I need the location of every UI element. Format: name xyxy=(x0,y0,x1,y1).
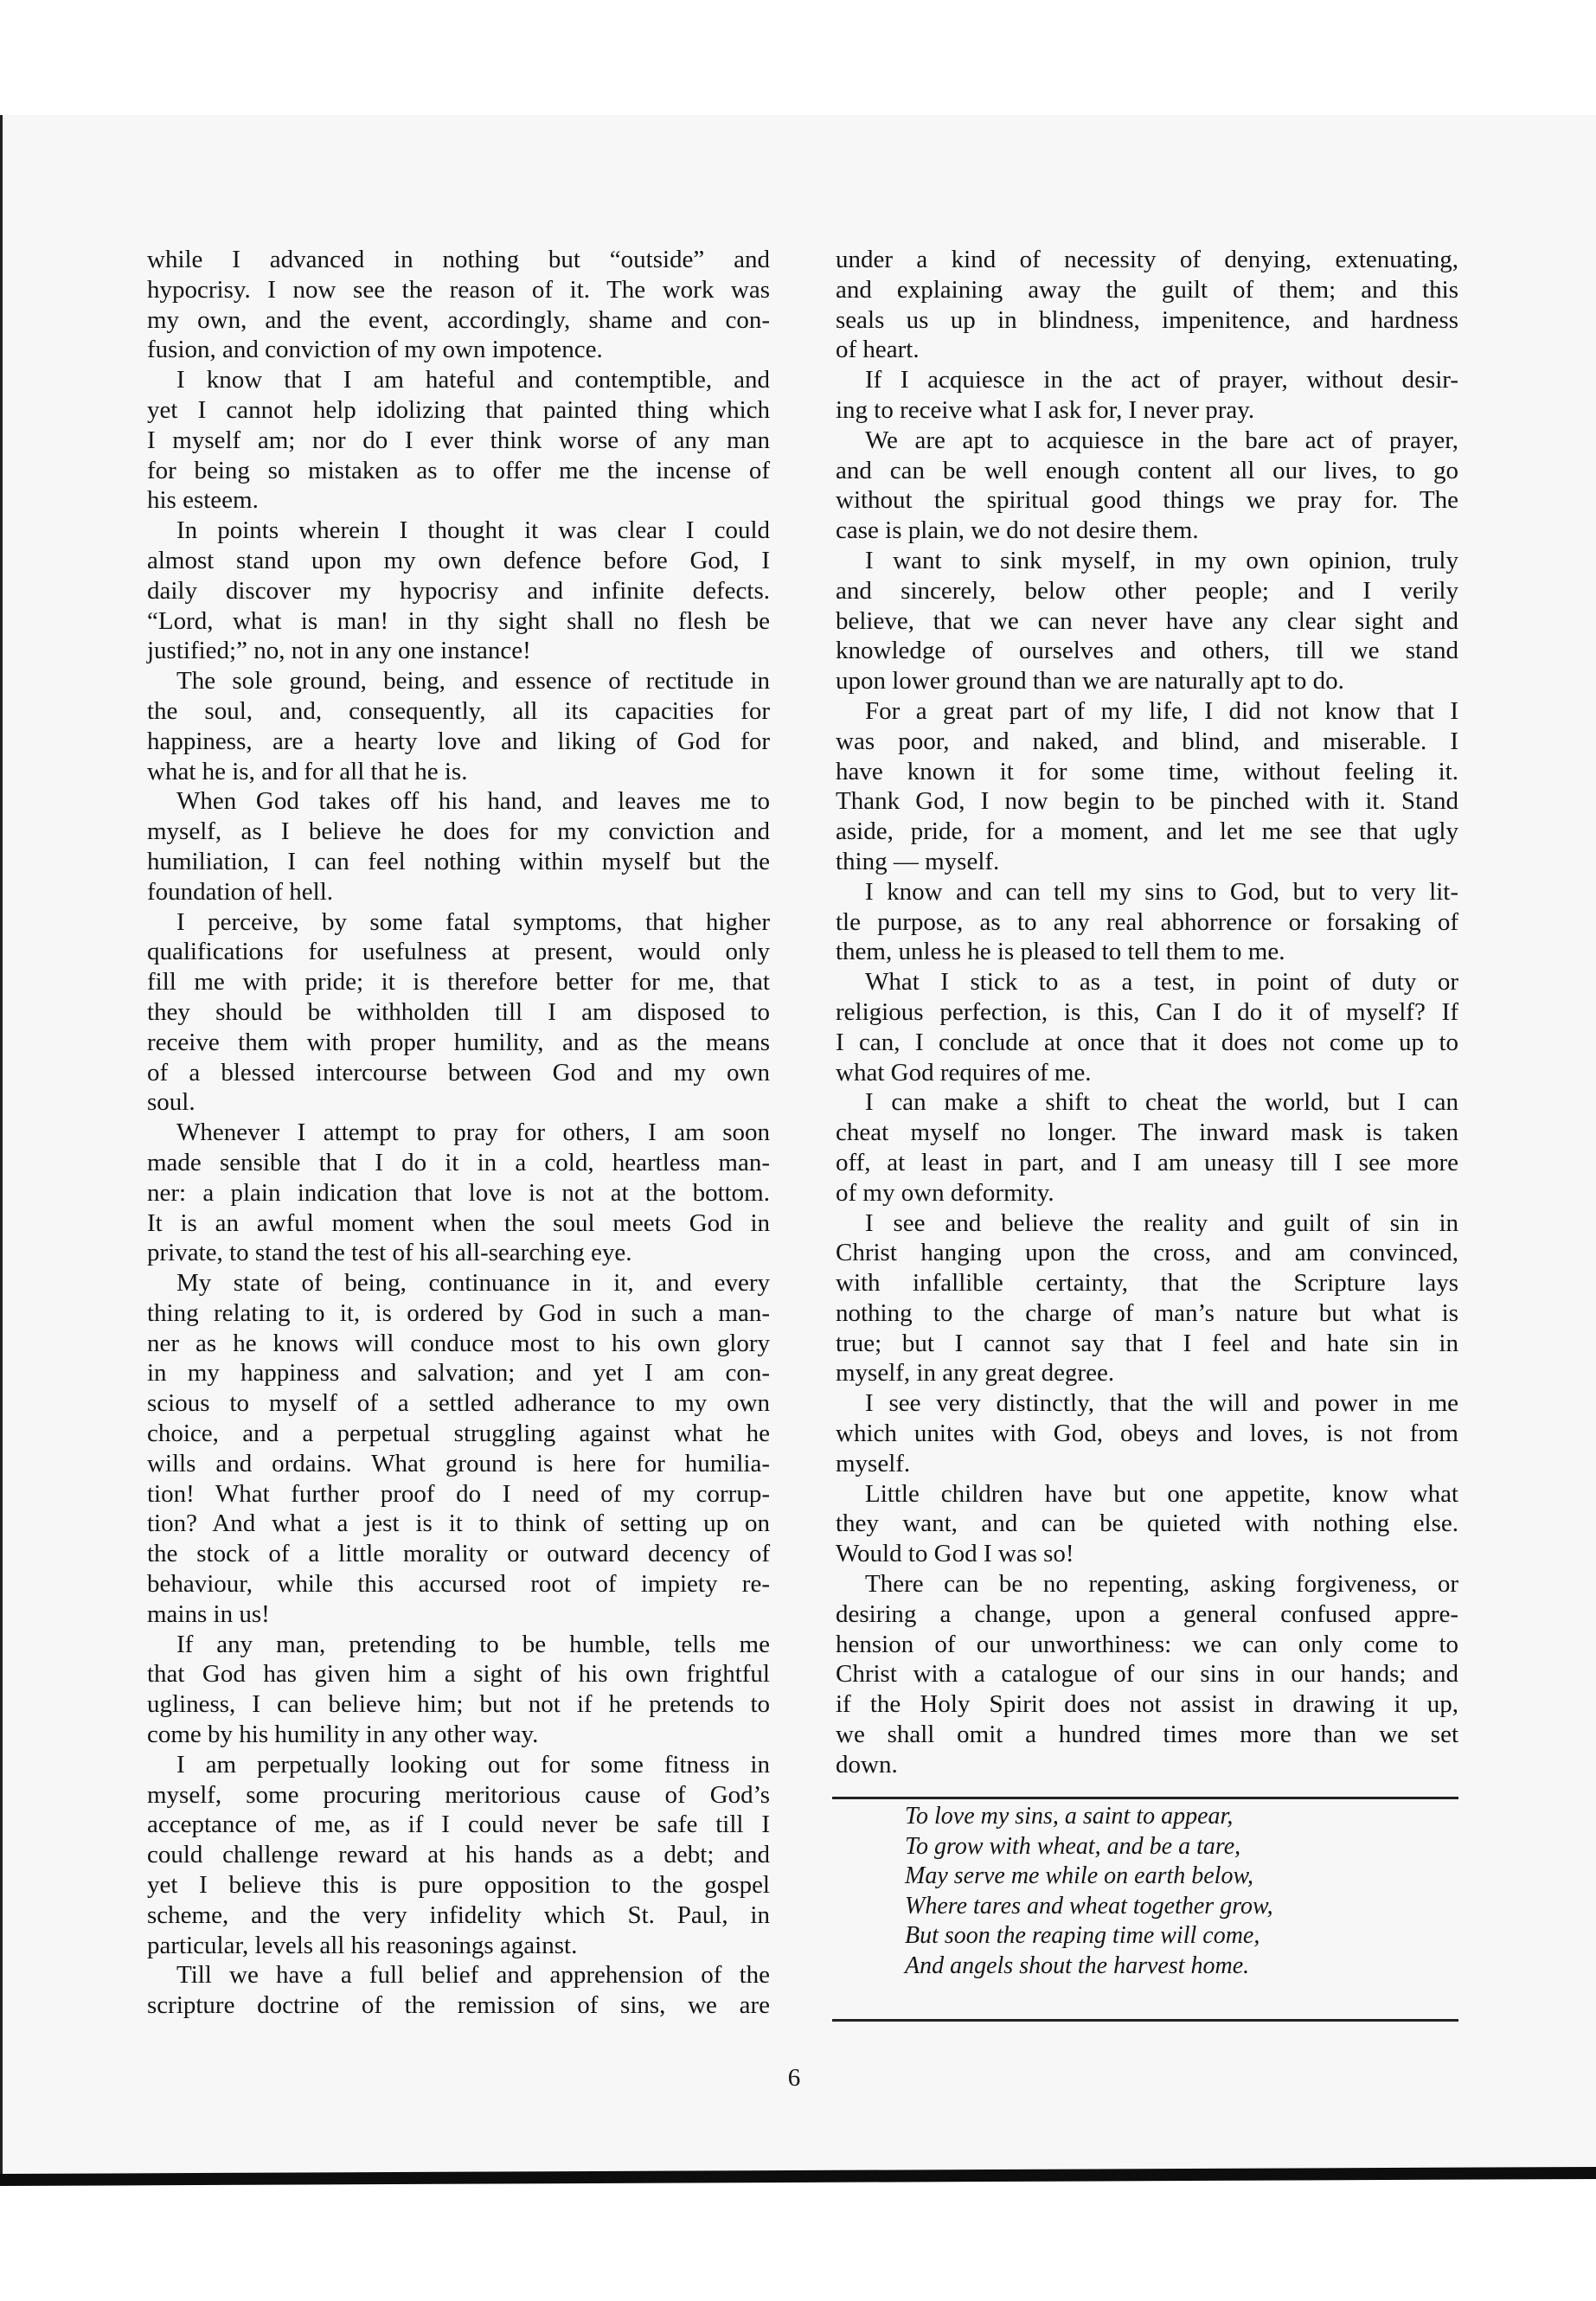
paragraph-line: It is an awful moment when the soul meets God in xyxy=(147,1208,770,1237)
paragraph-line: hypocrisy. I now see the reason of it. The work was xyxy=(147,275,770,304)
paragraph-line: happiness, are a hearty love and liking of God for xyxy=(147,727,770,755)
paragraph-line: I know that I am hateful and contemptible, and xyxy=(176,366,770,394)
paragraph-line: ner as he knows will conduce most to his own glory xyxy=(147,1329,770,1357)
paragraph-line: almost stand upon my own defence before God, I xyxy=(147,546,770,574)
paragraph-line: fill me with pride; it is therefore better for me, that xyxy=(147,968,770,997)
paragraph-line: they want, and can be quieted with nothing else. xyxy=(836,1509,1458,1538)
paragraph-line: Thank God, I now begin to be pinched with it. Stand xyxy=(836,787,1458,816)
paragraph-line: his esteem. xyxy=(147,486,259,515)
paragraph-line: thing — myself. xyxy=(836,847,1000,875)
paragraph-line: qualifications for usefulness at present, would only xyxy=(147,938,770,966)
paragraph-line: ner: a plain indication that love is not at the bottom. xyxy=(147,1178,770,1207)
paragraph-line: case is plain, we do not desire them. xyxy=(836,516,1199,545)
paragraph-line: knowledge of ourselves and others, till we stand xyxy=(836,637,1458,665)
paragraph-line: We are apt to acquiesce in the bare act of prayer, xyxy=(865,426,1458,454)
page-number: 6 xyxy=(787,2064,801,2092)
paragraph-line: myself, in any great degree. xyxy=(836,1359,1115,1388)
paragraph-line: of a blessed intercourse between God and my own xyxy=(147,1058,770,1086)
paragraph-line: down. xyxy=(836,1750,898,1779)
paragraph-line: daily discover my hypocrisy and infinite defects. xyxy=(147,576,770,605)
paragraph-line: Till we have a full belief and apprehension of the xyxy=(176,1961,770,1990)
paragraph-line: cheat myself no longer. The inward mask is taken xyxy=(836,1118,1458,1147)
paragraph-line: The sole ground, being, and essence of rectitude in xyxy=(176,667,770,695)
paragraph-line: religious perfection, is this, Can I do it of myself? If xyxy=(836,997,1458,1026)
paragraph-line: For a great part of my life, I did not know that I xyxy=(865,696,1458,725)
paragraph-line: my own, and the event, accordingly, shame and con- xyxy=(147,305,770,334)
paragraph-line: and explaining away the guilt of them; and this xyxy=(836,275,1458,304)
paragraph-line: If I acquiesce in the act of prayer, without desir- xyxy=(865,366,1458,394)
paragraph-line: true; but I cannot say that I feel and hate sin in xyxy=(836,1329,1458,1357)
paragraph-line: hension of our unworthiness: we can only come to xyxy=(836,1630,1458,1658)
paragraph-line: off, at least in part, and I am uneasy till I see more xyxy=(836,1148,1458,1176)
paragraph-line: “Lord, what is man! in thy sight shall no flesh be xyxy=(147,606,770,635)
paragraph-line: I am perpetually looking out for some fitness in xyxy=(176,1750,770,1779)
poem-line: But soon the reaping time will come, xyxy=(905,1922,1260,1950)
paragraph-line: Little children have but one appetite, know what xyxy=(865,1479,1458,1508)
paragraph-line: nothing to the charge of man’s nature but what is xyxy=(836,1298,1458,1327)
paragraph-line: fusion, and conviction of my own impotence. xyxy=(147,336,603,364)
paragraph-line: they should be withholden till I am disposed to xyxy=(147,997,770,1026)
paragraph-line: Whenever I attempt to pray for others, I am soon xyxy=(176,1118,770,1147)
paragraph-line: tion! What further proof do I need of my corrup- xyxy=(147,1479,770,1508)
paragraph-line: for being so mistaken as to offer me the incense of xyxy=(147,456,770,484)
paragraph-line: made sensible that I do it in a cold, heartless man- xyxy=(147,1148,770,1176)
paragraph-line: mains in us! xyxy=(147,1599,270,1628)
left-column xyxy=(147,245,770,2021)
paragraph-line: while I advanced in nothing but “outside” and xyxy=(147,246,770,273)
paragraph-line: Christ hanging upon the cross, and am convinced, xyxy=(836,1239,1458,1267)
paragraph-line: I want to sink myself, in my own opinion, truly xyxy=(865,546,1458,574)
paragraph-line: humiliation, I can feel nothing within myself but the xyxy=(147,847,770,875)
paragraph-line: and sincerely, below other people; and I verily xyxy=(836,576,1458,605)
paragraph-line: Christ with a catalogue of our sins in our hands; and xyxy=(836,1660,1458,1689)
paragraph-line: ing to receive what I ask for, I never pray. xyxy=(836,395,1255,424)
paragraph-line: If any man, pretending to be humble, tells me xyxy=(176,1630,770,1658)
paragraph-line: yet I believe this is pure opposition to the gospel xyxy=(147,1871,770,1900)
paragraph-line: I know and can tell my sins to God, but to very lit- xyxy=(865,877,1458,906)
paragraph-line: I can, I conclude at once that it does not come up to xyxy=(836,1028,1458,1056)
paragraph-line: What I stick to as a test, in point of duty or xyxy=(865,968,1458,997)
paragraph-line: desiring a change, upon a general confused appre- xyxy=(836,1599,1458,1628)
poem-line: To grow with wheat, and be a tare, xyxy=(905,1832,1241,1860)
paragraph-line: come by his humility in any other way. xyxy=(147,1721,539,1749)
paragraph-line: I can make a shift to cheat the world, but I can xyxy=(865,1088,1458,1117)
paragraph-line: upon lower ground than we are naturally apt to do. xyxy=(836,667,1344,695)
paragraph-line: I perceive, by some fatal symptoms, that higher xyxy=(176,907,770,936)
paragraph-line: soul. xyxy=(147,1088,195,1117)
paragraph-line: myself, some procuring meritorious cause of God’s xyxy=(147,1780,770,1809)
paragraph-line: the soul, and, consequently, all its capacities for xyxy=(147,696,770,725)
paragraph-line: the stock of a little morality or outward decency of xyxy=(147,1540,770,1568)
poem xyxy=(905,1802,1273,1982)
paragraph-line: acceptance of me, as if I could never be safe till I xyxy=(147,1811,770,1839)
poem-line: May serve me while on earth below, xyxy=(905,1862,1254,1890)
paragraph-line: scheme, and the very infidelity which St. Paul, in xyxy=(147,1900,770,1929)
paragraph-line: scripture doctrine of the remission of sins, we are xyxy=(147,1991,770,2020)
paragraph-line: receive them with proper humility, and as the means xyxy=(147,1028,770,1056)
poem-line: Where tares and wheat together grow, xyxy=(905,1892,1273,1920)
paragraph-line: private, to stand the test of his all-searching eye. xyxy=(147,1239,632,1267)
paragraph-line: seals us up in blindness, impenitence, and hardness xyxy=(836,305,1458,334)
paragraph-line: In points wherein I thought it was clear I could xyxy=(176,516,770,545)
paragraph-line: that God has given him a sight of his own frightful xyxy=(147,1660,770,1689)
paragraph-line: if the Holy Spirit does not assist in drawing it up, xyxy=(836,1690,1458,1719)
poem-line: And angels shout the harvest home. xyxy=(905,1952,1250,1979)
paragraph-line: particular, levels all his reasonings against. xyxy=(147,1931,578,1959)
paragraph-line: what he is, and for all that he is. xyxy=(147,757,468,785)
paragraph-line: When God takes off his hand, and leaves me to xyxy=(176,787,770,816)
paragraph-line: Would to God I was so! xyxy=(836,1540,1074,1568)
paragraph-line: myself. xyxy=(836,1449,911,1477)
paragraph-line: wills and ordains. What ground is here for humilia- xyxy=(147,1449,770,1477)
paragraph-line: believe, that we can never have any clear sight and xyxy=(836,606,1458,635)
paragraph-line: behaviour, while this accursed root of impiety re- xyxy=(147,1570,770,1599)
paragraph-line: tle purpose, as to any real abhorrence or forsaking of xyxy=(836,907,1458,936)
paragraph-line: what God requires of me. xyxy=(836,1058,1092,1086)
paragraph-line: scious to myself of a settled adherance to my own xyxy=(147,1389,770,1418)
paragraph-line: in my happiness and salvation; and yet I am con- xyxy=(147,1359,770,1388)
paragraph-line: foundation of hell. xyxy=(147,877,334,906)
paragraph-line: of my own deformity. xyxy=(836,1178,1054,1207)
paragraph-line: tion? And what a jest is it to think of setting up on xyxy=(147,1509,770,1538)
paragraph-line: I see and believe the reality and guilt of sin in xyxy=(865,1208,1458,1237)
paragraph-line: aside, pride, for a moment, and let me see that ugly xyxy=(836,817,1458,846)
paragraph-line: thing relating to it, is ordered by God in such a man- xyxy=(147,1298,770,1327)
paragraph-line: them, unless he is pleased to tell them to me. xyxy=(836,938,1285,966)
paragraph-line: was poor, and naked, and blind, and miserable. I xyxy=(836,727,1458,755)
paragraph-line: we shall omit a hundred times more than we set xyxy=(836,1721,1458,1749)
right-column xyxy=(836,245,1458,1780)
paragraph-line: without the spiritual good things we pray for. The xyxy=(836,486,1458,515)
poem-top-rule xyxy=(832,1797,1458,1799)
paragraph-line: and can be well enough content all our lives, to go xyxy=(836,456,1458,484)
paragraph-line: choice, and a perpetual struggling against what he xyxy=(147,1420,770,1448)
paragraph-line: I see very distinctly, that the will and power in me xyxy=(865,1389,1458,1418)
poem-line: To love my sins, a saint to appear, xyxy=(905,1803,1234,1830)
paragraph-line: which unites with God, obeys and loves, is not from xyxy=(836,1420,1458,1448)
paragraph-line: have known it for some time, without feeling it. xyxy=(836,757,1458,785)
paragraph-line: ugliness, I can believe him; but not if he pretends to xyxy=(147,1690,770,1719)
paragraph-line: justified;” no, not in any one instance! xyxy=(147,637,531,665)
paragraph-line: could challenge reward at his hands as a debt; and xyxy=(147,1841,770,1869)
paragraph-line: yet I cannot help idolizing that painted thing which xyxy=(147,395,770,424)
paragraph-line: of heart. xyxy=(836,336,920,364)
paragraph-line: under a kind of necessity of denying, extenuating, xyxy=(836,246,1458,273)
paragraph-line: with infallible certainty, that the Scripture lays xyxy=(836,1269,1458,1298)
paragraph-line: myself, as I believe he does for my conviction and xyxy=(147,817,770,846)
paragraph-line: I myself am; nor do I ever think worse of any man xyxy=(147,426,770,454)
paragraph-line: My state of being, continuance in it, and every xyxy=(176,1269,770,1298)
poem-bottom-rule xyxy=(832,2019,1458,2022)
paragraph-line: There can be no repenting, asking forgiveness, or xyxy=(865,1570,1458,1599)
